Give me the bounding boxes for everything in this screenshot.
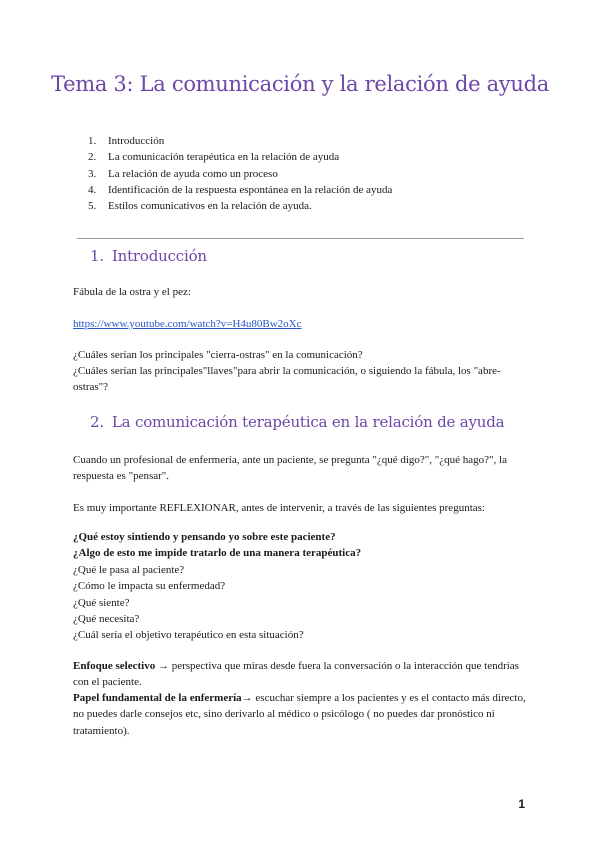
fable-label: Fábula de la ostra y el pez: — [73, 286, 191, 298]
video-link-line — [73, 316, 533, 332]
question: ¿Qué siente? — [73, 596, 130, 609]
focus-term: Enfoque selectivo — [73, 660, 156, 672]
question-cierra-ostras: ¿Cuáles serían los principales "cierra-ostras" en la comunicación? — [73, 349, 363, 361]
toc-item: 4. Identificación de la respuesta espontánea en la relación de ayuda — [88, 183, 393, 196]
youtube-link[interactable]: https://www.youtube.com/watch?v=H4u80Bw2oXc — [73, 318, 302, 330]
toc-item: 5. Estilos comunicativos en la relación de ayuda. — [88, 200, 312, 213]
question: ¿Cómo le impacta su enfermedad? — [73, 580, 226, 593]
section-2-intro: Cuando un profesional de enfermería, ante un paciente, se pregunta "¿qué digo?", "¿qué hago?", la respuesta es "pensar". — [73, 454, 507, 483]
role-term: Papel fundamental de la enfermería — [73, 692, 242, 704]
section-1-heading: 1. Introducción — [90, 247, 207, 265]
question-abre-ostras: ¿Cuáles serían las principales"llaves"para abrir la comunicación, o siguiendo la fábula, los "abre-ostras"? — [73, 365, 501, 394]
bold-question: ¿Qué estoy sintiendo y pensando yo sobre este paciente? — [73, 531, 336, 543]
reflection-questions — [73, 529, 533, 644]
page-title: Tema 3: La comunicación y la relación de ayuda — [51, 72, 549, 96]
toc-item: 1. Introducción — [88, 135, 165, 147]
table-of-contents — [88, 133, 392, 214]
role-paragraph: Papel fundamental de la enfermería→ escuchar siempre a los pacientes y es el contacto más directo, no puedes darle consejos etc, sino derivarlo al médico o psicólogo ( no puedes dar pronóstico ni tratamiento). — [73, 692, 526, 737]
question: ¿Qué necesita? — [73, 613, 140, 626]
toc-item: 2. La comunicación terapéutica en la relación de ayuda — [88, 151, 340, 164]
section-divider — [77, 238, 524, 239]
page-number: 1 — [518, 797, 525, 811]
question: ¿Cuál sería el objetivo terapéutico en esta situación? — [73, 629, 304, 642]
section-2-heading: 2. La comunicación terapéutica en la relación de ayuda — [90, 413, 505, 431]
reflect-paragraph: Es muy importante REFLEXIONAR, antes de intervenir, a través de las siguientes preguntas: — [73, 502, 485, 514]
toc-item: 3. La relación de ayuda como un proceso — [88, 167, 278, 180]
bold-question: ¿Algo de esto me impide tratarlo de una manera terapéutica? — [73, 547, 362, 560]
question: ¿Qué le pasa al paciente? — [73, 563, 185, 576]
focus-paragraph: Enfoque selectivo → perspectiva que miras desde fuera la conversación o la interacción que tendrías con el paciente. — [73, 660, 519, 689]
